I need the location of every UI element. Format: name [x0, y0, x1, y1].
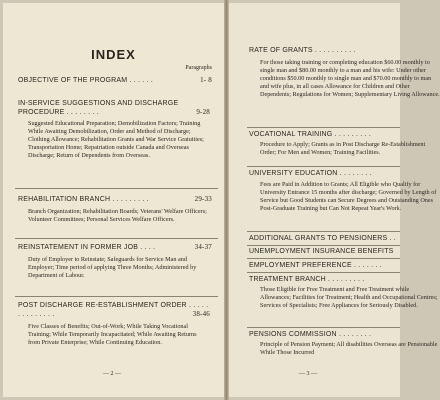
- paragraph-range: 1- 8: [200, 76, 212, 84]
- index-entry-description: Suggested Educational Preparation; Demobilization Factors; Training While Awaiting Demobilization, Order and Method of Discharge; Clothing Allowance; Rehabilitation Grants and War Service Gratuities; Transportation Home; Repatriation outside Canada and Overseas Discharge; Return of Dependents from Overseas.: [28, 120, 204, 159]
- index-entry-heading: IN-SERVICE SUGGESTIONS AND DISCHARGE PROCEDURE . . . . . . . . 9-28: [18, 100, 210, 116]
- index-entry-heading: TREATMENT BRANCH . . . . . . . . .: [249, 276, 365, 283]
- index-entry-description: Five Classes of Benefits; Out-of-Work; While Taking Vocational Training; While Temporarily Incapacitated; While Awaiting Returns from Private Enterprise; While Continuing Education.: [28, 323, 197, 346]
- index-entry-description: Branch Organization; Rehabilitation Boards; Veterans' Welfare Officers; Volunteer Committees; Personal Services Welfare Officers.: [28, 208, 207, 223]
- page-number: — 3 —: [299, 371, 317, 377]
- index-entry-heading: REINSTATEMENT IN FORMER JOB . . . . 34-37: [18, 243, 212, 251]
- index-entry-heading: EMPLOYMENT PREFERENCE . . . . . . .: [249, 262, 382, 269]
- paragraph-range: 9-28: [196, 108, 210, 116]
- divider: [247, 245, 400, 246]
- index-entry-heading: VOCATIONAL TRAINING . . . . . . . . .: [249, 131, 372, 138]
- index-entry-heading: UNEMPLOYMENT INSURANCE BENEFITS: [249, 248, 394, 255]
- divider: [247, 231, 400, 232]
- divider: [247, 166, 400, 167]
- paragraph-range: 29-33: [194, 195, 212, 203]
- left-page: [3, 3, 224, 397]
- index-entry-heading: RATE OF GRANTS . . . . . . . . . .: [249, 47, 356, 54]
- right-page: [229, 3, 440, 397]
- index-entry-heading: POST DISCHARGE RE-ESTABLISHMENT ORDER . . . . . . . . . . . . . . 38-46: [18, 302, 210, 318]
- divider: [15, 238, 218, 239]
- paragraph-range: 38-46: [192, 310, 210, 318]
- divider: [15, 296, 218, 297]
- index-entry-description: For those taking training or completing education $60.00 monthly to single man and $80.00 monthly to a man and his wife: Under other conditions $50.00 monthly to single man and $70.00 monthly to man and wife plus, in all cases Allowance for Children and Other Dependents; Regulations for Women; Supplementary Living Allowance.: [260, 59, 440, 98]
- divider: [247, 272, 400, 273]
- divider: [15, 188, 218, 189]
- index-entry-heading: REHABILITATION BRANCH . . . . . . . . . 29-33: [18, 195, 212, 203]
- index-entry-description: Duty of Employer to Reinstate; Safeguards for Service Man and Employer; Time period of applying Three Months; Administered by Department of Labour.: [28, 256, 197, 279]
- divider: [247, 127, 400, 128]
- index-entry-description: Procedure to Apply; Grants as in Post Discharge Re-Establishment Order; For Men and Women; Training Facilities.: [260, 141, 426, 156]
- divider: [247, 327, 400, 328]
- divider: [247, 258, 400, 259]
- index-entry-description: Principle of Pension Payment; All disabilities Overseas are Pensionable While Those Incurred: [260, 341, 438, 356]
- index-entry-heading: ADDITIONAL GRANTS TO PENSIONERS . .: [249, 235, 396, 242]
- page-number: — 2 —: [103, 371, 121, 377]
- index-entry-heading: PENSIONS COMMISSION . . . . . . . .: [249, 331, 372, 338]
- index-entry-description: Fees are Paid in Addition to Grants; All Eligible who Qualify for University Entrance 15 months after discharge; Governed by Length of Service but Good Students can Secure Degrees and Outstanding Ones Post-Graduate Training but Can Not Repeat Year's Work.: [260, 181, 437, 212]
- paragraphs-column-label: Paragraphs: [185, 65, 212, 71]
- index-entry-heading: OBJECTIVE OF THE PROGRAM . . . . . . 1- 8: [18, 76, 212, 84]
- index-title: INDEX: [91, 47, 136, 62]
- index-entry-description: Those Eligible for Free Treatment and Free Treatment while Allowances; Facilities for Treatment; Health and Occupational Centres; Services of Specialists; Free Appliances for Seriously Disabled.: [260, 286, 438, 309]
- paragraph-range: 34-37: [194, 243, 212, 251]
- index-entry-heading: UNIVERSITY EDUCATION . . . . . . . .: [249, 170, 372, 177]
